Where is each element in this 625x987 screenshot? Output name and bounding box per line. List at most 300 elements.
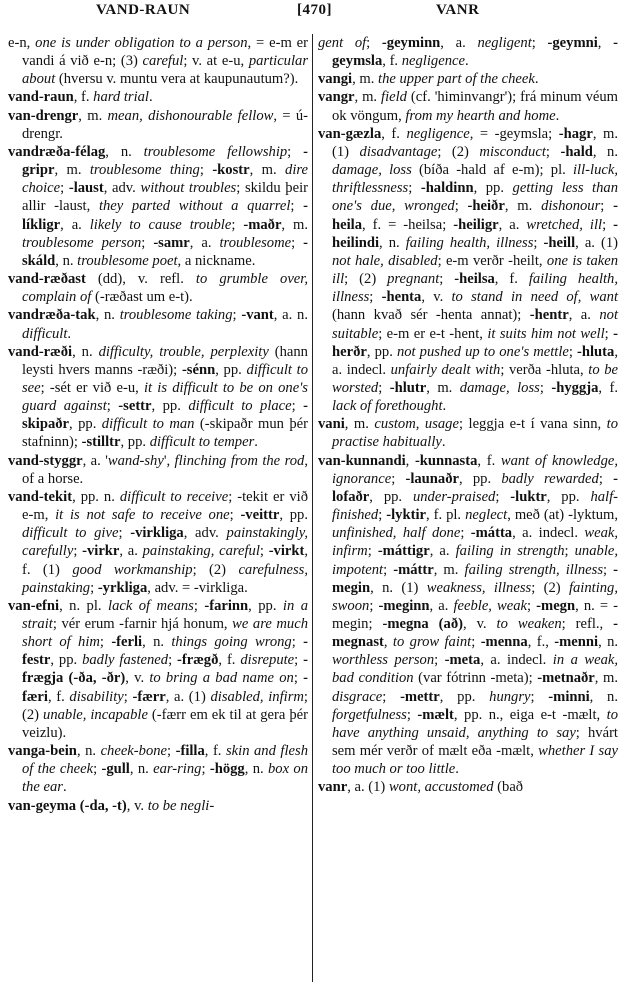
entry-text: , v. [125,670,150,687]
gloss: painstaking, careful [142,543,260,560]
entry-text: , a. [498,216,527,233]
headword: -ferli [111,634,143,651]
header-right-headword: VANR [436,2,480,18]
entry-text: , adv. [103,180,141,197]
entry-text: , f. [382,53,402,70]
headword: -farinn [204,597,249,614]
entry-text: ; [533,234,544,251]
entry-text: ; [229,507,241,524]
gloss: wont, accustomed [388,779,494,796]
entry-text: ; [439,271,455,288]
headword: vand-ræði [8,343,73,360]
entry-text: , a. [189,234,220,251]
entry-text: , m. [594,670,618,687]
gloss: box on the ear [22,761,308,796]
gloss: unable, incapable [43,706,148,723]
entry-text: ; [383,561,394,578]
entry-text: , m. (1) [332,125,618,160]
headword: -festr [22,634,308,669]
entry-text: . [441,434,446,451]
gloss: getting less than one's due, wronged [332,180,619,215]
gloss: disrepute [240,652,295,669]
column-divider [312,34,313,982]
entry-text: , a. n. [273,307,309,324]
entry-text: ; [99,634,112,651]
entry-text: ; [545,143,561,160]
headword: -vant [241,307,274,324]
headword: van-kunnandi [318,452,406,469]
entry-text: , a. [568,307,600,324]
headword: vangi [318,71,353,88]
dictionary-entry [8,343,308,452]
entry-text: , pp. [215,361,247,378]
gloss: it is difficult to be on one's guard against [22,379,308,415]
entry-text: , n. = -megin; [332,597,619,632]
entry-text: ; hvárt sem mér verðr of mælt eða -mælt, [332,724,618,760]
entry-text: ; vér erum -farnir hjá honum, [52,616,233,632]
entry-text: , f. [73,89,94,106]
entry-text: ; e-m verðr -heilt, [437,252,547,269]
entry-text: , v. [421,289,452,306]
gloss: custom, usage [374,416,459,433]
entry-text: , n. [76,743,101,760]
entry-text: ; [531,35,548,51]
entry-text: , pp. [366,343,397,360]
gloss: from my hearth and home [405,107,556,124]
headword: -laust [68,180,104,197]
dictionary-entry [8,452,308,488]
headword: van-drengr [8,107,79,124]
dictionary-entry [318,70,618,88]
entry-text: (-færr em ek til at gera þér veizlu). [22,706,308,741]
gloss: weak, infirm [332,525,619,560]
entry-text: ; [600,198,614,215]
entry-text: , m. [433,561,465,578]
gloss: particular about [22,53,308,88]
gloss: wretched, ill [526,216,603,233]
gloss: lack of forethought [332,398,443,415]
entry-text: , a. (1) [575,234,619,251]
headword: -sénn [181,361,216,378]
entry-text: , n. [72,343,99,360]
entry-text: ; (2) [437,143,480,160]
entry-text: ; (2) [344,271,388,288]
headword: -meta [444,652,481,669]
entry-text: , m. [344,416,375,433]
entry-text: (dd), v. refl. [85,271,196,288]
entry-text: , pp. n., eiga e-t -mælt, [453,706,607,723]
gloss: difficulty, trouble, perplexity [98,343,269,360]
gloss: difficult [22,325,68,342]
gloss: painstakingly, carefully [22,525,309,560]
entry-text: . [67,325,72,342]
dictionary-entry [8,597,308,742]
entry-text: , n. [55,252,78,269]
entry-text: , a. [429,597,454,614]
headword: -kostr [212,162,250,179]
entry-text: , f., [527,634,555,651]
entry-text: ; [530,688,549,705]
gloss: hungry [489,688,531,705]
gloss: good workmanship [72,561,193,578]
page-number: [470] [297,2,332,18]
entry-text: , pp. [50,652,83,669]
entry-text: . [62,779,67,796]
entry-text: , f. [204,743,226,760]
dictionary-entry [318,415,618,451]
gloss: troublesome person [22,234,142,251]
entry-text: ; [73,543,83,560]
entry-text: ; [460,525,471,542]
entry-text: ; [369,597,379,614]
gloss: fainting, swoon [332,579,619,614]
entry-text: . [254,434,258,451]
entry-text: , n. [95,307,120,324]
headword: -heilindi [332,216,619,251]
gloss: one is taken ill [332,252,618,288]
headword: -hyggja [551,379,599,396]
headword: -launaðr [405,470,459,487]
dictionary-entry [318,125,618,416]
entry-text: , f. [477,452,501,469]
gloss: failing in strength [455,543,565,560]
entry-text: ; [539,379,552,396]
entry-text: ; [93,761,102,778]
gloss: skin and flesh of the cheek [22,743,308,778]
gloss: failing health, illness [405,234,534,251]
dictionary-entry [8,143,308,270]
headword: -herðr [332,325,619,360]
entry-text: , f. [494,271,529,288]
entry-text: ; [495,488,511,505]
entry-text: ; [193,597,205,614]
gloss: they parted without a quarrel [98,198,291,215]
entry-text: , pp. [473,180,513,197]
gloss: failing health, illness [332,271,618,306]
headword: -heill [543,234,576,251]
entry-text: (cf. 'himinvangr'); frá minum véum ok vöngum, [332,89,618,124]
headword: -megnast [332,616,619,651]
gloss: negligence [401,53,465,70]
gloss: difficult to see [22,361,309,396]
headword: -kunnasta [414,452,478,469]
gloss: badly fastened [82,652,169,669]
dictionary-entry [8,34,308,88]
dictionary-entry [8,88,308,106]
entry-text: , pp. [369,488,413,505]
entry-text: , a. indecl. [480,652,553,669]
gloss: pregnant [387,271,440,288]
entry-text: ; leggja e-t í vana sinn, [458,416,607,433]
entry-text: , n. [589,688,618,705]
entry-text: , pp. n. [72,488,120,505]
headword: -virkliga [130,525,184,542]
entry-text: , n. [142,634,172,651]
gloss: negligent [477,35,532,51]
headword: -skáld [22,234,308,269]
entry-text: , a nickname. [177,252,256,269]
entry-text: ; [602,216,614,233]
entry-text: ; [291,634,304,651]
headword: van-gæzla [318,125,382,142]
headword: -menna [480,634,528,651]
headword: -lyktir [386,507,426,524]
entry-text: ; [293,670,304,687]
gloss: not hale, disabled [332,252,438,269]
entry-text: , n. (1) [370,579,427,596]
gloss: mean, dishonourable fellow [107,107,274,124]
entry-text: , a. [429,543,456,560]
gloss: to grow faint [392,634,472,651]
gloss: without troubles [140,180,237,197]
gloss: we are much short of him [22,616,308,651]
headword: -metnaðr [537,670,595,687]
entry-text: , n. [105,143,144,160]
entry-text: ; [454,198,468,215]
entry-text: ; -tekit er við e-m, [22,488,308,524]
entry-text: , m. [426,379,460,396]
entry-text: ; [406,706,418,723]
headword: -gull [101,761,130,778]
entry-text: , adv. [183,525,227,542]
headword: vand-tekit [8,488,73,505]
entry-text: ; [471,634,481,651]
gloss: failing strength, illness [464,561,603,578]
gloss: likely to cause trouble [89,216,232,233]
entry-text: . [555,107,560,124]
gloss: troublesome poet [77,252,178,269]
headword: -hentr [529,307,569,324]
headword: vanga-bein [8,743,77,760]
headword: -stilltr [81,434,121,451]
gloss: field [381,89,407,106]
entry-text: , adv. = -virkliga. [147,579,248,596]
gloss: ear-ring [153,761,202,778]
headword: -haldinn [420,180,474,197]
headword: -minni [548,688,590,705]
entry-text: ; [603,561,614,578]
headword: vangr [318,89,355,106]
gloss: unfairly dealt with [390,361,501,378]
entry-text: , n. [129,761,154,778]
gloss: difficult to receive [119,488,229,505]
gloss: neglect [465,507,508,524]
dictionary-entry [318,34,618,70]
gloss: disability [69,688,124,705]
entry-text: ; (2) [531,579,569,596]
entry-text: ; [287,143,304,160]
entry-text: , m. [78,107,108,124]
headword: vand-ræðast [8,271,86,288]
dictionary-entry [8,797,308,815]
gloss: in a strait [22,597,309,632]
entry-text: ; [434,652,445,669]
headword: -hagr [558,125,593,142]
entry-text: , f. [381,125,407,142]
dictionary-entry [318,778,618,796]
gloss: to be negli- [147,797,215,814]
headword: vandræða-félag [8,143,106,160]
entry-text: , pp. [439,688,490,705]
headword: -veittr [240,507,280,524]
entry-text: ; [60,180,69,197]
entry-text: ', [163,452,175,469]
gloss: want of knowledge, ignorance [332,452,618,487]
headword: -líkligr [22,198,308,233]
gloss: unfinished, half done [332,525,461,542]
entry-text: , pp. [458,470,502,487]
gloss: difficult to give [22,525,119,542]
right-column [318,34,618,797]
gloss: one is under obligation to a person [35,35,248,51]
entry-text: ; v. at e-u, [183,53,249,70]
entry-text: ; [598,470,614,487]
headword: vanr [318,779,348,796]
gloss: wand-shy [107,452,164,469]
entry-text: ; [199,162,213,179]
headword: -færi [22,670,308,705]
headword: -hlutr [389,379,427,396]
headword: -lofaðr [332,470,618,505]
entry-text: . [464,53,469,70]
gloss: troublesome [219,234,292,251]
dictionary-entry [318,452,618,779]
headword: vand-raun [8,89,74,106]
entry-text: ; skildu þeir allir -laust, [22,180,309,215]
gloss: to grumble over, complain of [22,271,308,306]
gloss: whether I say too much or too little [332,743,618,778]
headword: vandræða-tak [8,307,96,324]
gloss: half-finished [332,488,619,524]
gloss: troublesome fellowship [143,143,288,160]
entry-text: (var fótrinn -meta); [413,670,538,687]
entry-text: ; [291,398,304,415]
gloss: damage, loss [459,379,540,396]
headword: vani [318,416,345,433]
entry-text: , f. [218,652,241,669]
dictionary-entry [8,270,308,306]
headword: -mettr [400,688,440,705]
entry-text: ; [118,525,131,542]
headword: -geymsla [332,35,618,70]
entry-text: ; [259,543,269,560]
entry-text: , a. indecl. [332,343,618,378]
headword: -máttr [393,561,434,578]
gloss: under-praised [412,488,496,505]
entry-text: , f. pl. [425,507,466,524]
entry-text: , f. (1) [22,543,309,578]
gloss: feeble, weak [453,597,528,614]
gloss: careful [142,53,184,70]
entry-text: , n. [244,761,268,778]
gloss: to bring a bad name on [149,670,294,687]
left-column [8,34,308,815]
entry-text: , v. [126,797,148,814]
headword: vand-styggr [8,452,83,469]
gloss: difficult to man [101,416,195,433]
gloss: hard trial [93,89,149,106]
headword: -heilsa [454,271,495,288]
entry-text: , f. [47,688,70,705]
headword: -menni [554,634,599,651]
gloss: in a weak, bad condition [332,652,618,687]
entry-text: (-skipaðr mun þér stafninn); [22,416,308,451]
entry-text: (bíða -hald af e-m); pl. [411,162,573,179]
entry-text: , m. [54,162,90,179]
gloss: flinching from the rod [174,452,305,469]
headword: -virkr [82,543,120,560]
headword: -luktr [510,488,547,505]
gloss: weakness, illness [426,579,532,596]
gloss: things going wrong [171,634,292,651]
gloss: carefulness, painstaking [22,561,309,596]
entry-text: ; [382,688,401,705]
gloss: gent of [318,35,367,51]
entry-text: , m. [352,71,379,88]
entry-text: , [383,634,393,651]
headword: -máttigr [377,543,430,560]
header-left-headword: VAND-RAUN [96,2,191,18]
gloss: damage, loss [332,162,412,179]
headword: -settr [118,398,152,415]
gloss: disadvantage [359,143,438,160]
gloss: dishonour [541,198,601,215]
gloss: cheek-bone [100,743,168,760]
headword: van-geyma (-da, -t) [8,797,127,814]
entry-text: ; [168,652,178,669]
gloss: negligence [406,125,470,142]
gloss: it is not safe to receive one [55,507,230,524]
running-header [0,2,625,24]
entry-text: , n. [598,634,619,651]
entry-text: ; [141,234,154,251]
gloss: ill-luck, thriftlessness [332,162,618,197]
entry-text: , n. [379,234,406,251]
headword: -högg [209,761,245,778]
entry-text: , of a horse. [22,452,308,487]
headword: -skipaðr [22,398,309,433]
entry-text: ; [367,543,378,560]
entry-text: , f. [598,379,618,396]
gloss: not pushed up to one's mettle [396,343,569,360]
gloss: difficult to temper [149,434,255,451]
entry-text: . [442,398,447,415]
headword: -heiðr [467,198,505,215]
headword: -virkt [268,543,305,560]
headword: -mælt [417,706,454,723]
entry-text: ; e-m er e-t -hent, [378,325,488,342]
entry-text: , n. pl. [59,597,109,614]
entry-text: , m. [281,216,308,233]
gloss: the upper part of the cheek [378,71,535,88]
gloss: troublesome thing [89,162,200,179]
gloss: dire choice [22,162,308,197]
gloss: to weaken [496,616,562,632]
entry-text: . [534,71,539,88]
entry-text: ; [369,289,382,306]
entry-text: , með (at) -lyktum, [507,507,618,524]
entry-text: ; (2) [22,688,308,723]
entry-text: , a. ' [82,452,108,469]
entry-text: (bað [493,779,524,796]
headword: -frægð [177,652,219,669]
entry-text: , a. [440,35,478,51]
entry-text: ; [90,579,98,596]
gloss: disabled, infirm [210,688,304,705]
entry-text: , pp. [279,507,308,524]
entry-text: , pp. [69,416,102,433]
entry-text: ; [378,379,390,396]
